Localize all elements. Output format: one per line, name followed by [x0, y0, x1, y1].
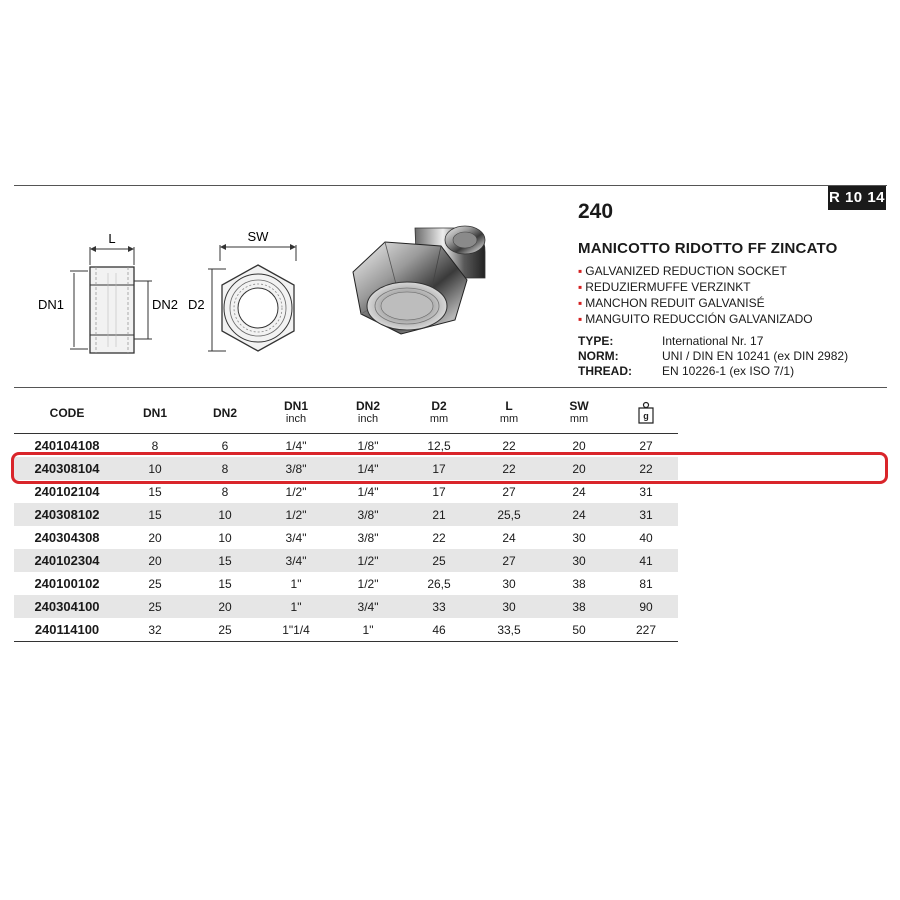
cell-d2: 21 [432, 507, 446, 522]
product-number: 240 [578, 200, 614, 223]
cell-sw: 24 [572, 507, 586, 522]
header-code-label: CODE [49, 405, 85, 420]
cell-code: 240308104 [34, 461, 100, 476]
header-dn1-inch [260, 393, 332, 434]
cell-dn1-inch: 3/8" [285, 461, 307, 476]
header-dn2-inch-unit: inch [357, 413, 379, 425]
cell-dn2-inch: 3/4" [357, 599, 379, 614]
cell-dn2: 10 [218, 530, 232, 545]
table-top-divider [14, 387, 887, 388]
cell-code: 240102304 [34, 553, 100, 568]
row-highlight-box [11, 452, 888, 484]
cell-dn2: 15 [218, 576, 232, 591]
dim-dn1-label: DN1 [38, 297, 65, 312]
catalogue-badge: R 10 14 [828, 186, 886, 210]
table-row [14, 618, 678, 642]
cell-l: 27 [502, 553, 516, 568]
cell-dn2-inch: 1/4" [357, 461, 379, 476]
cell-d2: 46 [432, 622, 446, 637]
cell-dn1: 10 [148, 461, 162, 476]
cell-code: 240100102 [34, 576, 100, 591]
cell-dn2-inch: 1" [362, 622, 374, 637]
cell-dn1: 20 [148, 530, 162, 545]
cell-d2: 17 [432, 484, 446, 499]
cell-dn2: 6 [221, 438, 229, 453]
spec-norm-value: UNI / DIN EN 10241 (ex DIN 2982) [662, 349, 849, 363]
header-dn2 [190, 393, 260, 434]
header-dn1 [120, 393, 190, 434]
subtitle-de [578, 280, 751, 294]
cell-dn1: 32 [148, 622, 162, 637]
cell-d2: 26,5 [427, 576, 451, 591]
cell-dn2: 10 [218, 507, 232, 522]
weight-icon [637, 401, 655, 425]
cell-dn1: 15 [148, 484, 162, 499]
cell-dn2: 8 [221, 484, 229, 499]
header-d2-label: D2 [431, 399, 447, 413]
header-l-unit: mm [499, 413, 519, 425]
cell-l: 22 [502, 461, 516, 476]
cell-sw: 30 [572, 553, 586, 568]
cell-d2: 12,5 [427, 438, 451, 453]
cell-dn1-inch: 1/2" [285, 484, 307, 499]
cell-weight: 90 [639, 599, 653, 614]
dim-l-label: L [108, 231, 116, 246]
subtitle-de-text: REDUZIERMUFFE VERZINKT [585, 280, 751, 294]
cell-code: 240114100 [34, 622, 100, 637]
subtitle-es-text: MANGUITO REDUCCIÓN GALVANIZADO [585, 312, 813, 326]
cell-dn1-inch: 3/4" [285, 553, 307, 568]
subtitle-en-text: GALVANIZED REDUCTION SOCKET [585, 264, 787, 278]
cell-weight: 41 [639, 553, 653, 568]
subtitle-es [578, 312, 813, 326]
cell-sw: 20 [572, 461, 586, 476]
cell-d2: 17 [432, 461, 446, 476]
table-row [14, 572, 678, 595]
cell-l: 30 [502, 599, 516, 614]
cell-dn2: 20 [218, 599, 232, 614]
cell-sw: 50 [572, 622, 586, 637]
technical-drawing [30, 225, 320, 365]
cell-code: 240102104 [34, 484, 100, 499]
cell-dn1: 8 [151, 438, 159, 453]
header-dn1-label: DN1 [142, 405, 167, 420]
header-dn2-inch-label: DN2 [355, 399, 380, 413]
cell-dn2-inch: 3/8" [357, 530, 379, 545]
dim-sw-label: SW [247, 229, 269, 244]
cell-l: 25,5 [497, 507, 521, 522]
product-table [14, 393, 678, 642]
cell-l: 22 [502, 438, 516, 453]
cell-sw: 20 [572, 438, 586, 453]
cell-dn1-inch: 1/2" [285, 507, 307, 522]
table-row [14, 595, 678, 618]
cell-sw: 30 [572, 530, 586, 545]
cell-dn2-inch: 1/8" [357, 438, 379, 453]
product-photo [345, 210, 505, 345]
cell-dn1-inch: 1" [290, 599, 302, 614]
weight-icon-text: g [643, 411, 649, 421]
cell-dn1-inch: 1" [290, 576, 302, 591]
header-l-label: L [505, 399, 513, 413]
cell-dn1: 25 [148, 576, 162, 591]
cell-dn1-inch: 3/4" [285, 530, 307, 545]
cell-d2: 25 [432, 553, 446, 568]
header-sw-label: SW [569, 399, 589, 413]
cell-sw: 38 [572, 599, 586, 614]
cell-code: 240304100 [34, 599, 100, 614]
header-sw-unit: mm [569, 413, 589, 425]
bullet-icon: ▪ [578, 296, 583, 310]
cell-dn2-inch: 3/8" [357, 507, 379, 522]
table-row [14, 549, 678, 572]
cell-sw: 38 [572, 576, 586, 591]
spec-type-label: TYPE: [578, 334, 614, 348]
cell-dn2-inch: 1/4" [357, 484, 379, 499]
header-code [14, 393, 120, 434]
cell-weight: 227 [635, 622, 657, 637]
dim-d2-label: D2 [188, 297, 205, 312]
cell-sw: 24 [572, 484, 586, 499]
header-l [474, 393, 544, 434]
bullet-icon: ▪ [578, 312, 583, 326]
cell-code: 240304308 [34, 530, 100, 545]
header-d2 [404, 393, 474, 434]
bullet-icon: ▪ [578, 280, 583, 294]
cell-d2: 33 [432, 599, 446, 614]
cell-dn1: 15 [148, 507, 162, 522]
subtitle-en [578, 264, 787, 278]
cell-dn2: 15 [218, 553, 232, 568]
cell-dn1-inch: 1/4" [285, 438, 307, 453]
dim-dn2-label: DN2 [152, 297, 179, 312]
cell-dn2-inch: 1/2" [357, 553, 379, 568]
cell-weight: 40 [639, 530, 653, 545]
cell-dn1: 20 [148, 553, 162, 568]
cell-dn1: 25 [148, 599, 162, 614]
spec-type-value: International Nr. 17 [662, 334, 764, 348]
top-divider [14, 185, 887, 186]
header-sw [544, 393, 614, 434]
cell-l: 33,5 [497, 622, 521, 637]
cell-d2: 22 [432, 530, 446, 545]
cell-code: 240104108 [34, 438, 100, 453]
header-dn1-inch-label: DN1 [283, 399, 308, 413]
spec-thread-value: EN 10226-1 (ex ISO 7/1) [662, 364, 795, 378]
header-dn2-inch [332, 393, 404, 434]
product-title: MANICOTTO RIDOTTO FF ZINCATO [578, 240, 838, 257]
header-weight [614, 393, 678, 434]
subtitle-fr-text: MANCHON REDUIT GALVANISÉ [585, 296, 765, 310]
table-header-row [14, 393, 678, 434]
table-row [14, 503, 678, 526]
cell-weight: 31 [639, 507, 653, 522]
cell-code: 240308102 [34, 507, 100, 522]
subtitle-fr [578, 296, 765, 310]
cell-weight: 27 [639, 438, 653, 453]
bullet-icon: ▪ [578, 264, 583, 278]
header-d2-unit: mm [429, 413, 449, 425]
cell-weight: 31 [639, 484, 653, 499]
cell-dn2: 25 [218, 622, 232, 637]
header-dn2-label: DN2 [212, 405, 237, 420]
spec-norm-label: NORM: [578, 349, 619, 363]
header-dn1-inch-unit: inch [285, 413, 307, 425]
cell-dn1-inch: 1"1/4 [282, 622, 310, 637]
cell-dn2-inch: 1/2" [357, 576, 379, 591]
cell-weight: 22 [639, 461, 653, 476]
cell-dn2: 8 [221, 461, 229, 476]
spec-thread-label: THREAD: [578, 364, 632, 378]
table-row [14, 526, 678, 549]
cell-l: 27 [502, 484, 516, 499]
cell-l: 24 [502, 530, 516, 545]
cell-l: 30 [502, 576, 516, 591]
cell-weight: 81 [639, 576, 653, 591]
